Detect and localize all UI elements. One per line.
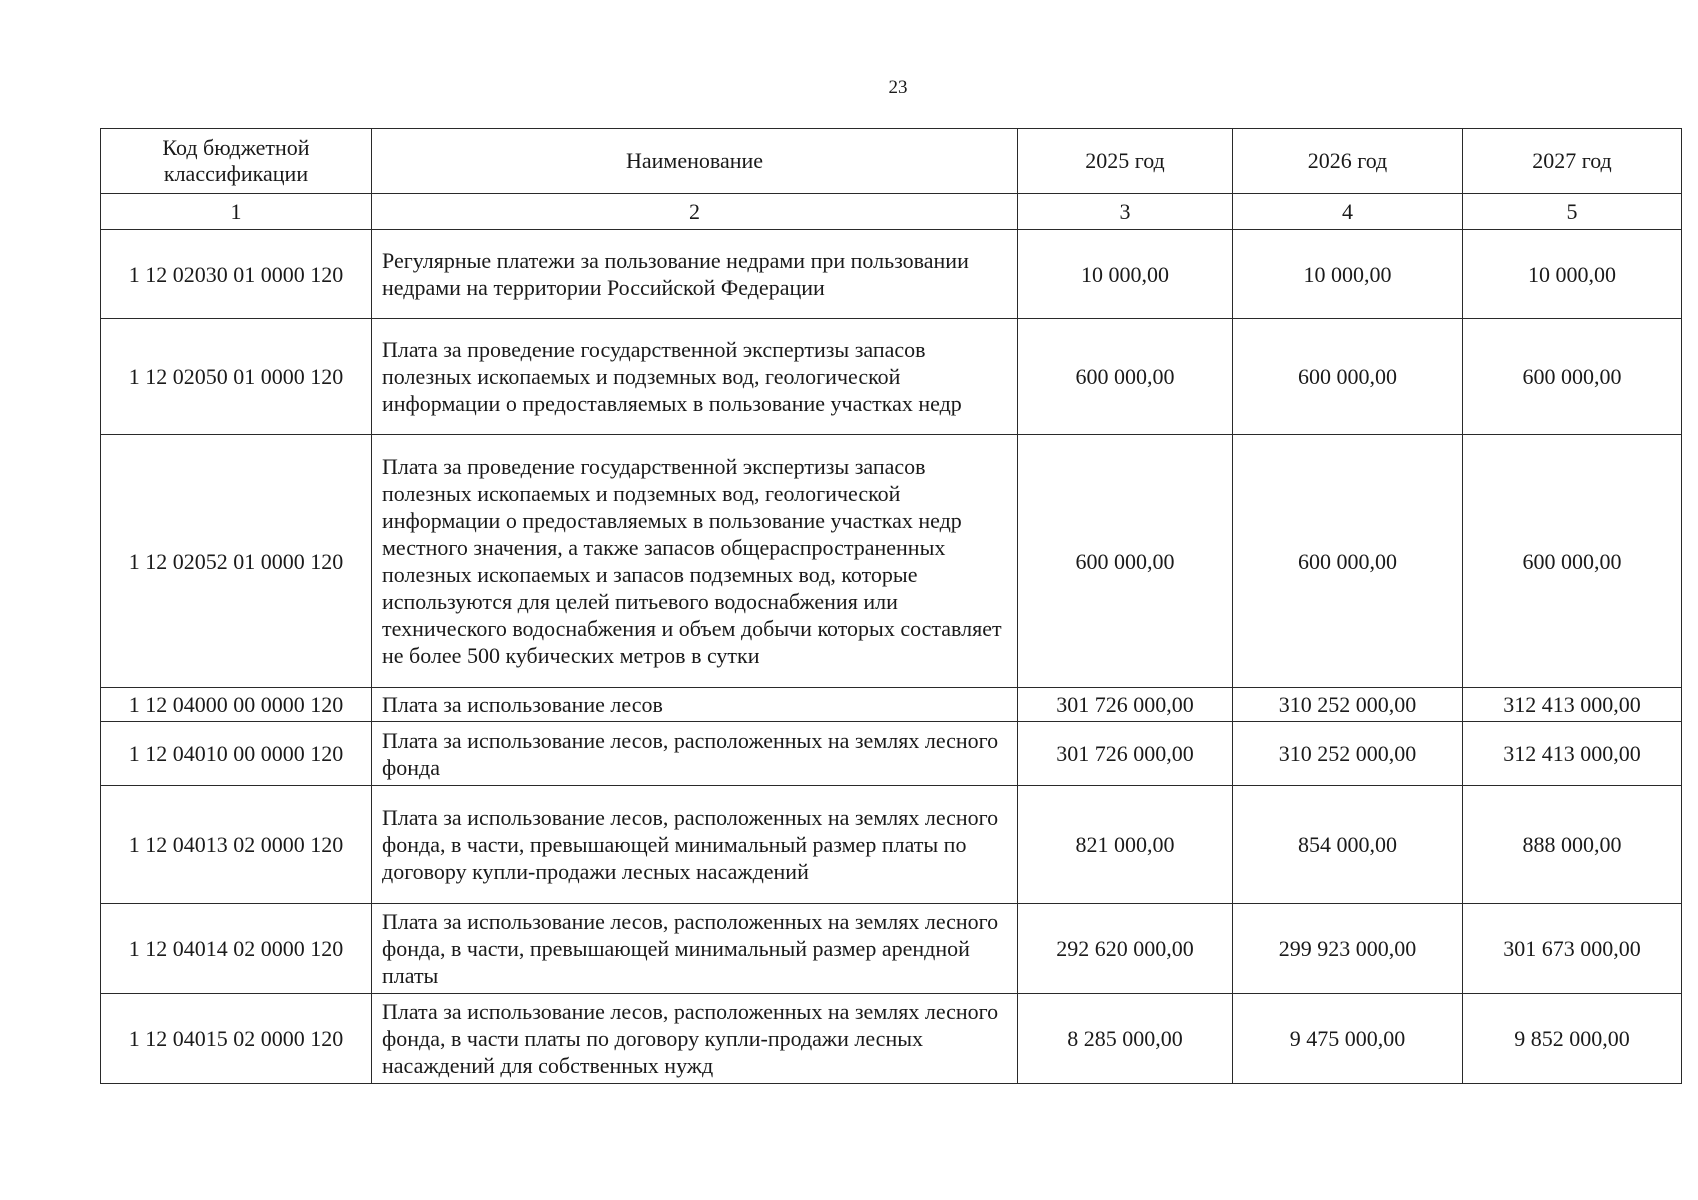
amount-2027-cell: 10 000,00 [1463, 230, 1682, 319]
amount-2027-cell: 9 852 000,00 [1463, 994, 1682, 1084]
column-number: 1 [101, 194, 372, 230]
column-number: 3 [1018, 194, 1233, 230]
amount-2026-cell: 10 000,00 [1233, 230, 1463, 319]
header-2026: 2026 год [1233, 129, 1463, 194]
revenue-name-cell: Плата за проведение государственной экспертизы запасов полезных ископаемых и подземных вод, геологической информации о предоставляемых в пользование участках недр [372, 319, 1018, 435]
budget-revenue-table [100, 128, 1682, 1084]
amount-2025-cell: 8 285 000,00 [1018, 994, 1233, 1084]
revenue-name-cell: Плата за использование лесов [372, 688, 1018, 722]
revenue-name-cell: Регулярные платежи за пользование недрами при пользовании недрами на территории Российской Федерации [372, 230, 1018, 319]
amount-2026-cell: 310 252 000,00 [1233, 722, 1463, 786]
budget-code-cell: 1 12 04010 00 0000 120 [101, 722, 372, 786]
budget-code-cell: 1 12 04000 00 0000 120 [101, 688, 372, 722]
header-row [101, 129, 1682, 194]
column-number: 4 [1233, 194, 1463, 230]
table-row [101, 688, 1682, 722]
table-row [101, 722, 1682, 786]
amount-2026-cell: 600 000,00 [1233, 435, 1463, 688]
table-row [101, 435, 1682, 688]
budget-code-cell: 1 12 02050 01 0000 120 [101, 319, 372, 435]
budget-code-cell: 1 12 04013 02 0000 120 [101, 786, 372, 904]
amount-2025-cell: 821 000,00 [1018, 786, 1233, 904]
budget-code-cell: 1 12 04015 02 0000 120 [101, 994, 372, 1084]
amount-2027-cell: 888 000,00 [1463, 786, 1682, 904]
revenue-name-cell: Плата за проведение государственной экспертизы запасов полезных ископаемых и подземных вод, геологической информации о предоставляемых в пользование участках недр местного значения, а также запасов общераспространенных полезных ископаемых и запасов подземных вод, которые используются для целей питьевого водоснабжения или технического водоснабжения и объем добычи которых составляет не более 500 кубических метров в сутки [372, 435, 1018, 688]
column-number: 2 [372, 194, 1018, 230]
revenue-name-cell: Плата за использование лесов, расположенных на землях лесного фонда, в части платы по договору купли-продажи лесных насаждений для собственных нужд [372, 994, 1018, 1084]
amount-2025-cell: 600 000,00 [1018, 319, 1233, 435]
column-number-row [101, 194, 1682, 230]
amount-2025-cell: 301 726 000,00 [1018, 688, 1233, 722]
amount-2026-cell: 9 475 000,00 [1233, 994, 1463, 1084]
amount-2026-cell: 600 000,00 [1233, 319, 1463, 435]
amount-2027-cell: 301 673 000,00 [1463, 904, 1682, 994]
header-code: Код бюджетной классификации [101, 129, 372, 194]
amount-2025-cell: 292 620 000,00 [1018, 904, 1233, 994]
budget-code-cell: 1 12 02030 01 0000 120 [101, 230, 372, 319]
amount-2027-cell: 312 413 000,00 [1463, 722, 1682, 786]
budget-code-cell: 1 12 04014 02 0000 120 [101, 904, 372, 994]
amount-2027-cell: 600 000,00 [1463, 435, 1682, 688]
revenue-name-cell: Плата за использование лесов, расположенных на землях лесного фонда, в части, превышающей минимальный размер платы по договору купли-продажи лесных насаждений [372, 786, 1018, 904]
table-row [101, 230, 1682, 319]
table-row [101, 319, 1682, 435]
header-name: Наименование [372, 129, 1018, 194]
budget-code-cell: 1 12 02052 01 0000 120 [101, 435, 372, 688]
table-row [101, 994, 1682, 1084]
amount-2025-cell: 600 000,00 [1018, 435, 1233, 688]
header-2025: 2025 год [1018, 129, 1233, 194]
amount-2026-cell: 299 923 000,00 [1233, 904, 1463, 994]
table-row [101, 904, 1682, 994]
table-row [101, 786, 1682, 904]
amount-2026-cell: 854 000,00 [1233, 786, 1463, 904]
page-number: 23 [888, 77, 908, 98]
column-number: 5 [1463, 194, 1682, 230]
revenue-name-cell: Плата за использование лесов, расположенных на землях лесного фонда [372, 722, 1018, 786]
amount-2025-cell: 10 000,00 [1018, 230, 1233, 319]
header-2027: 2027 год [1463, 129, 1682, 194]
table-header [101, 129, 1682, 194]
amount-2026-cell: 310 252 000,00 [1233, 688, 1463, 722]
table-body [101, 194, 1682, 1084]
amount-2025-cell: 301 726 000,00 [1018, 722, 1233, 786]
amount-2027-cell: 600 000,00 [1463, 319, 1682, 435]
amount-2027-cell: 312 413 000,00 [1463, 688, 1682, 722]
revenue-name-cell: Плата за использование лесов, расположенных на землях лесного фонда, в части, превышающей минимальный размер арендной платы [372, 904, 1018, 994]
